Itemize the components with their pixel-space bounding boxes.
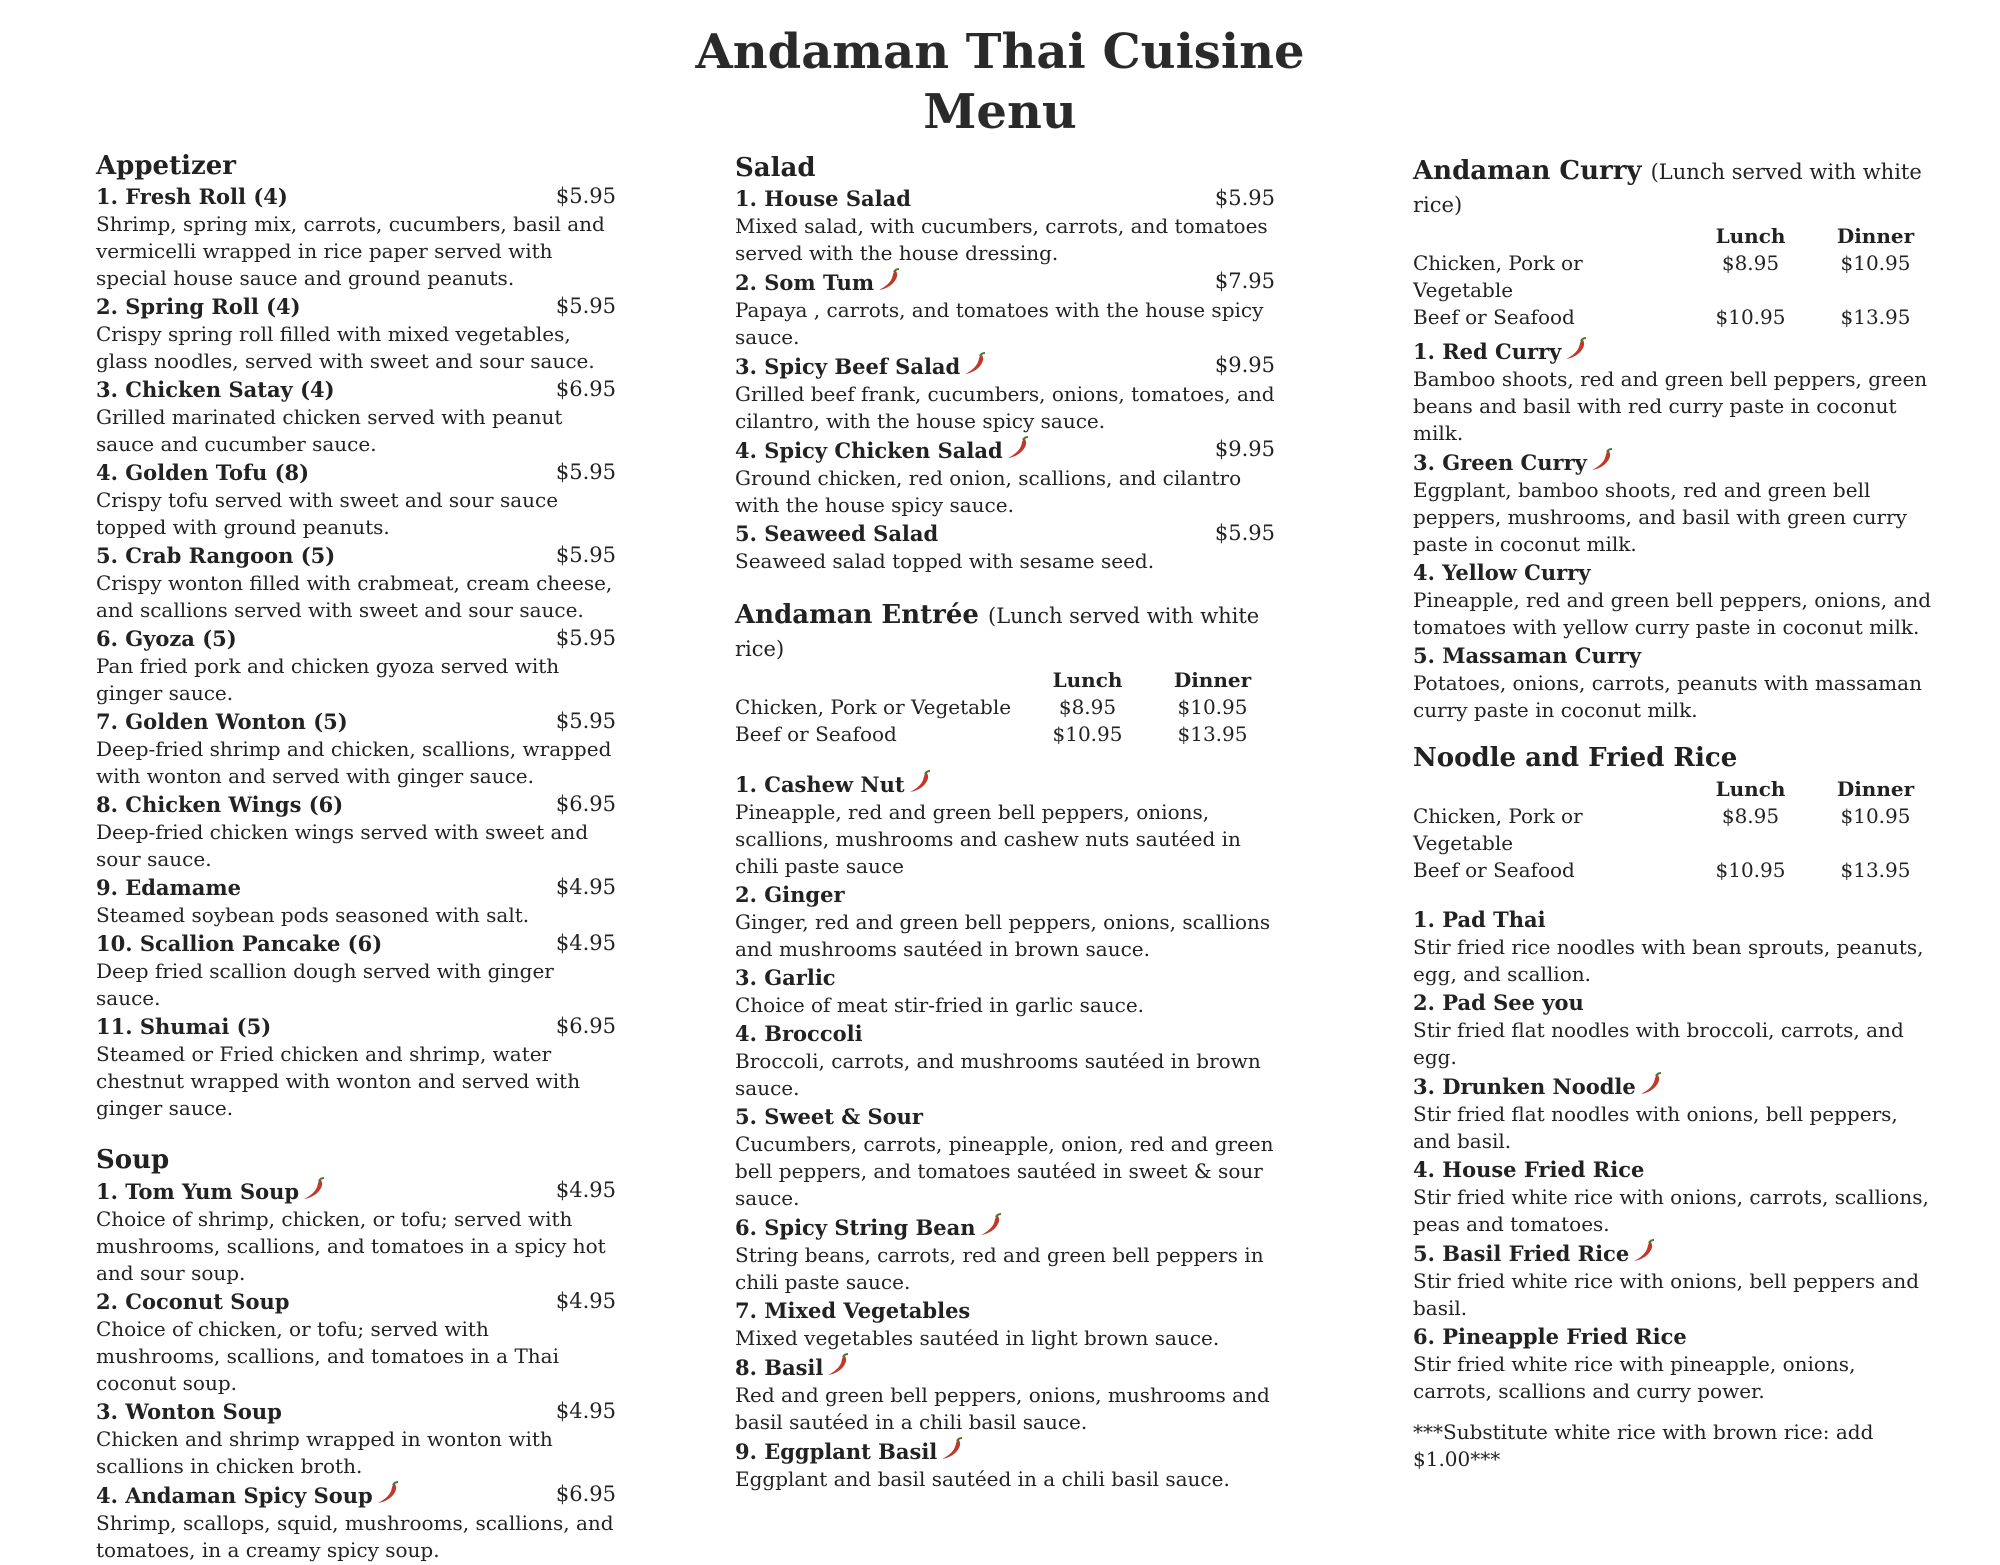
menu-item-description: Potatoes, onions, carrots, peanuts with massaman curry paste in coconut milk. [1413,671,1922,722]
lunch-price: $8.95 [1721,804,1780,828]
menu-item-name: 3. Green Curry [1413,450,1587,475]
lunch-column-header: Lunch [1715,777,1786,801]
lunch-price: $8.95 [1058,695,1117,719]
lunch-price: $10.95 [1052,722,1123,746]
menu-item-name: 3. Wonton Soup [96,1399,282,1424]
lunch-column-header: Lunch [1052,668,1123,692]
price-table-row [1413,857,1938,884]
menu-item [96,1013,616,1122]
menu-item-description: Stir fried flat noodles with onions, bell peppers, and basil. [1413,1102,1898,1153]
price-table [735,667,1275,748]
restaurant-name: Andaman Thai Cuisine [695,24,1305,80]
salad-section [735,152,1275,575]
dinner-column-header: Dinner [1173,668,1252,692]
section-title [735,599,1275,665]
menu-item-name: 2. Coconut Soup [96,1289,290,1314]
menu-item-name: 8. Chicken Wings (6) [96,792,344,817]
menu-item-name: 4. Spicy Chicken Salad [735,438,1003,463]
menu-item-name: 1. Fresh Roll (4) [96,184,288,209]
menu-title [0,22,2000,142]
menu-item-name: 9. Eggplant Basil [735,1439,938,1464]
entree-list [735,770,1275,1493]
menu-item-description: Deep-fried chicken wings served with sweet and sour sauce. [96,820,589,871]
menu-item-name: 5. Crab Rangoon (5) [96,543,336,568]
menu-item-description: Steamed or Fried chicken and shrimp, water chestnut wrapped with wonton and served with ginger sauce. [96,1042,581,1120]
menu-item-description: Stir fried white rice with pineapple, onions, carrots, scallions and curry power. [1413,1352,1856,1403]
menu-item-header [1413,337,1938,366]
menu-item-description: Bamboo shoots, red and green bell peppers, green beans and basil with red curry paste in coconut milk. [1413,367,1928,445]
menu-item [96,708,616,790]
menu-item-price: $4.95 [555,1178,616,1202]
menu-item-price: $4.95 [555,875,616,899]
menu-item-header [96,1481,616,1510]
menu-item-header [96,625,616,653]
menu-item-name: 1. Red Curry [1413,339,1562,364]
menu-item-name: 4. Broccoli [735,1021,863,1046]
menu-item-name: 4. House Fried Rice [1413,1157,1645,1182]
chili-pepper-icon [1589,448,1615,472]
menu-item-description: Shrimp, spring mix, carrots, cucumbers, basil and vermicelli wrapped in rice paper served with special house sauce and ground peanuts. [96,212,605,290]
price-table-corner [735,667,1025,694]
menu-item-price: $5.95 [555,626,616,650]
menu-item-header [735,1103,1275,1131]
salad-list [735,185,1275,575]
menu-item-header [735,1297,1275,1325]
menu-item-header [1413,1323,1938,1351]
menu-item-header [735,352,1275,381]
menu-item-description: Deep-fried shrimp and chicken, scallions, wrapped with wonton and served with ginger sauce. [96,737,612,788]
menu-item [96,1177,616,1287]
menu-item [735,352,1275,435]
menu-item-description: Grilled beef frank, cucumbers, onions, tomatoes, and cilantro, with the house spicy sauce. [735,382,1275,433]
chili-pepper-icon [978,1213,1004,1237]
menu-item [1413,1239,1938,1322]
menu-item [96,791,616,873]
menu-item-description: Papaya , carrots, and tomatoes with the house spicy sauce. [735,298,1264,349]
menu-item-header [735,881,1275,909]
menu-item-description: Broccoli, carrots, and mushrooms sautéed in brown sauce. [735,1049,1261,1100]
price-row-label: Chicken, Pork or Vegetable [735,695,1012,719]
menu-item-header [96,874,616,902]
chili-pepper-icon [962,352,988,376]
section-title-text: Andaman Curry [1413,156,1642,186]
menu-item-description: Chicken and shrimp wrapped in wonton with scallions in chicken broth. [96,1427,553,1478]
menu-item-description: Deep fried scallion dough served with ginger sauce. [96,959,554,1010]
menu-item-description: Stir fried rice noodles with bean sprouts, peanuts, egg, and scallion. [1413,935,1924,986]
dinner-price: $10.95 [1840,804,1911,828]
noodle-list [1413,906,1938,1405]
menu-item-name: 7. Mixed Vegetables [735,1298,971,1323]
menu-item [96,1288,616,1397]
menu-item-name: 3. Garlic [735,965,836,990]
menu-item [96,183,616,292]
section-note: (Lunch served with white rice) [1413,160,1922,217]
menu-item [96,542,616,624]
menu-item-price: $4.95 [555,1399,616,1423]
lunch-price: $8.95 [1721,251,1780,275]
menu-item-header [96,376,616,404]
price-table-header [1413,776,1938,803]
menu-item-name: 2. Pad See you [1413,990,1584,1015]
menu-item-name: 5. Massaman Curry [1413,643,1642,668]
menu-item-header [735,268,1275,297]
menu-item-name: 1. Tom Yum Soup [96,1179,300,1204]
price-table-corner [1413,223,1688,250]
curry-list [1413,337,1938,724]
price-table [1413,223,1938,331]
menu-column-middle [735,152,1275,1494]
section-title-text: Andaman Entrée [735,600,979,630]
menu-item-description: Ginger, red and green bell peppers, onions, scallions and mushrooms sautéed in brown sauce. [735,910,1271,961]
section-title: Appetizer [96,151,236,181]
section-title: Salad [735,153,816,183]
menu-item-description: Eggplant and basil sautéed in a chili basil sauce. [735,1467,1230,1491]
price-table-header [735,667,1275,694]
menu-item-description: Choice of shrimp, chicken, or tofu; served with mushrooms, scallions, and tomatoes in a spicy hot and sour soup. [96,1207,606,1285]
menu-item-description: Cucumbers, carrots, pineapple, onion, red and green bell peppers, and tomatoes sautéed in sweet & sour sauce. [735,1132,1274,1210]
menu-item-price: $4.95 [555,1289,616,1313]
menu-item-header [735,964,1275,992]
price-row-label: Beef or Seafood [1413,858,1575,882]
menu-item-description: Pan fried pork and chicken gyoza served with ginger sauce. [96,654,560,705]
menu-item-price: $9.95 [1214,353,1275,377]
menu-item-name: 1. Pad Thai [1413,907,1546,932]
menu-item [96,293,616,375]
chili-pepper-icon [939,1437,965,1461]
menu-item-name: 8. Basil [735,1355,824,1380]
price-table [1413,776,1938,884]
menu-item-name: 3. Chicken Satay (4) [96,377,335,402]
menu-item-name: 4. Golden Tofu (8) [96,460,310,485]
menu-item [735,185,1275,267]
menu-item [96,930,616,1012]
menu-item-description: Grilled marinated chicken served with peanut sauce and cucumber sauce. [96,405,563,456]
menu-item [1413,989,1938,1071]
menu-item [1413,559,1938,641]
price-row-label: Beef or Seafood [735,722,897,746]
section-note: (Lunch served with white rice) [735,604,1260,661]
menu-item [735,964,1275,1019]
chili-pepper-icon [1563,337,1589,361]
menu-item [735,520,1275,575]
menu-item-header [96,930,616,958]
price-row-label: Beef or Seafood [1413,305,1575,329]
menu-item-price: $5.95 [1214,186,1275,210]
appetizer-list [96,183,616,1122]
menu-item-name: 2. Spring Roll (4) [96,294,301,319]
dinner-column-header: Dinner [1836,777,1915,801]
menu-item-name: 7. Golden Wonton (5) [96,709,348,734]
menu-item-header [735,770,1275,799]
entree-section [735,599,1275,1493]
noodle-section [1413,742,1938,1473]
menu-item-description: Choice of chicken, or tofu; served with mushrooms, scallions, and tomatoes in a Thai coconut soup. [96,1317,559,1395]
menu-item-price: $5.95 [555,543,616,567]
menu-item-description: Eggplant, bamboo shoots, red and green bell peppers, mushrooms, and basil with green curry paste in coconut milk. [1413,478,1907,556]
section-title: Soup [96,1145,170,1175]
menu-item [735,268,1275,351]
dinner-price: $13.95 [1177,722,1248,746]
menu-item-header [1413,642,1938,670]
price-row-label: Chicken, Pork or Vegetable [1413,804,1583,855]
lunch-price: $10.95 [1715,305,1786,329]
menu-item-description: Pineapple, red and green bell peppers, onions, scallions, mushrooms and cashew nuts sautéed in chili paste sauce [735,800,1241,878]
menu-item-header [1413,559,1938,587]
menu-item-header [96,791,616,819]
menu-item-price: $6.95 [555,1482,616,1506]
price-row-label: Chicken, Pork or Vegetable [1413,251,1583,302]
menu-column-left [96,150,616,1565]
menu-item-description: Crispy tofu served with sweet and sour sauce topped with ground peanuts. [96,488,559,539]
menu-item-name: 1. House Salad [735,186,911,211]
menu-item-header [1413,1072,1938,1101]
chili-pepper-icon [907,770,933,794]
menu-item [96,459,616,541]
menu-item-name: 3. Drunken Noodle [1413,1074,1636,1099]
menu-item-description: Stir fried flat noodles with broccoli, carrots, and egg. [1413,1018,1904,1069]
chili-pepper-icon [1631,1239,1657,1263]
menu-item [1413,337,1938,447]
price-table-header [1413,223,1938,250]
menu-item [735,1353,1275,1436]
menu-item-header [96,293,616,321]
menu-item-header [1413,448,1938,477]
menu-item-price: $6.95 [555,377,616,401]
curry-section [1413,155,1938,724]
menu-item-name: 2. Ginger [735,882,845,907]
menu-item-header [96,542,616,570]
menu-item [735,436,1275,519]
menu-item [1413,642,1938,724]
chili-pepper-icon [375,1481,401,1505]
menu-item-name: 11. Shumai (5) [96,1014,272,1039]
price-table-corner [1413,776,1688,803]
menu-item-price: $5.95 [555,294,616,318]
menu-item-price: $4.95 [555,931,616,955]
menu-item-description: Mixed salad, with cucumbers, carrots, and tomatoes served with the house dressing. [735,214,1268,265]
menu-item [735,1297,1275,1352]
dinner-price: $13.95 [1840,305,1911,329]
menu-item-price: $5.95 [555,184,616,208]
menu-item-description: String beans, carrots, red and green bell peppers in chili paste sauce. [735,1243,1264,1294]
menu-item-header [735,520,1275,548]
menu-item [1413,1323,1938,1405]
menu-item-header [1413,906,1938,934]
chili-pepper-icon [1005,436,1031,460]
menu-item-header [96,1288,616,1316]
appetizer-section [96,150,616,1122]
menu-item-name: 6. Gyoza (5) [96,626,237,651]
menu-item [735,1437,1275,1493]
menu-column-right [1413,155,1938,1473]
menu-item-price: $9.95 [1214,437,1275,461]
menu-item-name: 3. Spicy Beef Salad [735,354,961,379]
menu-item-price: $6.95 [555,792,616,816]
menu-item-header [96,459,616,487]
menu-item-description: Ground chicken, red onion, scallions, and cilantro with the house spicy sauce. [735,466,1242,517]
menu-item-header [735,1213,1275,1242]
menu-item-header [735,1353,1275,1382]
menu-item-description: Crispy spring roll filled with mixed vegetables, glass noodles, served with sweet and sour sauce. [96,322,595,373]
chili-pepper-icon [876,268,902,292]
menu-item [735,1020,1275,1102]
menu-item-description: Choice of meat stir-fried in garlic sauce. [735,993,1145,1017]
menu-item-header [1413,1239,1938,1268]
menu-item-header [1413,989,1938,1017]
menu-item-name: 6. Pineapple Fried Rice [1413,1324,1687,1349]
section-title: Noodle and Fried Rice [1413,743,1738,773]
menu-item-name: 1. Cashew Nut [735,772,905,797]
menu-item-name: 5. Seaweed Salad [735,521,939,546]
menu-item-description: Steamed soybean pods seasoned with salt. [96,903,530,927]
dinner-price: $10.95 [1177,695,1248,719]
menu-item-header [1413,1156,1938,1184]
price-table-row [735,721,1275,748]
menu-item [1413,1156,1938,1238]
menu-item-price: $5.95 [1214,521,1275,545]
menu-item-header [735,185,1275,213]
menu-item-header [96,183,616,211]
menu-item [96,625,616,707]
price-table-row [735,694,1275,721]
menu-item [1413,906,1938,988]
menu-item-name: 2. Som Tum [735,270,875,295]
menu-item-header [96,1398,616,1426]
menu-item [735,1103,1275,1212]
menu-item [735,1213,1275,1296]
dinner-price: $13.95 [1840,858,1911,882]
menu-item [1413,1072,1938,1155]
chili-pepper-icon [825,1353,851,1377]
price-table-row [1413,250,1938,304]
lunch-price: $10.95 [1715,858,1786,882]
menu-item-description: Stir fried white rice with onions, bell peppers and basil. [1413,1269,1920,1320]
menu-item-description: Mixed vegetables sautéed in light brown sauce. [735,1326,1220,1350]
menu-item-description: Crispy wonton filled with crabmeat, cream cheese, and scallions served with sweet and sour sauce. [96,571,613,622]
menu-item [96,1481,616,1564]
menu-item-name: 5. Sweet & Sour [735,1104,923,1129]
menu-item-name: 4. Andaman Spicy Soup [96,1483,373,1508]
menu-item-description: Seaweed salad topped with sesame seed. [735,549,1155,573]
menu-item [735,770,1275,880]
dinner-price: $10.95 [1840,251,1911,275]
menu-item-header [735,1437,1275,1466]
menu-item-header [735,436,1275,465]
section-title [1413,155,1938,221]
soup-list [96,1177,616,1564]
menu-item-name: 10. Scallion Pancake (6) [96,931,383,956]
lunch-column-header: Lunch [1715,224,1786,248]
menu-item-name: 6. Spicy String Bean [735,1215,976,1240]
menu-item-description: Red and green bell peppers, onions, mushrooms and basil sautéed in a chili basil sauce. [735,1383,1270,1434]
chili-pepper-icon [301,1177,327,1201]
menu-item [96,1398,616,1480]
menu-item-name: 9. Edamame [96,875,241,900]
menu-item [96,874,616,929]
menu-item-header [96,1013,616,1041]
brown-rice-note: ***Substitute white rice with brown rice: add $1.00*** [1413,1420,1874,1471]
menu-item-price: $5.95 [555,460,616,484]
price-table-row [1413,304,1938,331]
menu-item-header [735,1020,1275,1048]
menu-item [96,376,616,458]
chili-pepper-icon [1638,1072,1664,1096]
menu-item [1413,448,1938,558]
menu-item-price: $6.95 [555,1014,616,1038]
menu-item-name: 5. Basil Fried Rice [1413,1241,1630,1266]
menu-item-header [96,708,616,736]
soup-section [96,1144,616,1564]
price-table-row [1413,803,1938,857]
dinner-column-header: Dinner [1836,224,1915,248]
menu-item [735,881,1275,963]
menu-item-description: Stir fried white rice with onions, carrots, scallions, peas and tomatoes. [1413,1185,1929,1236]
menu-item-name: 4. Yellow Curry [1413,560,1591,585]
menu-item-price: $7.95 [1214,269,1275,293]
menu-heading: Menu [923,84,1077,140]
menu-item-price: $5.95 [555,709,616,733]
menu-item-header [96,1177,616,1206]
menu-item-description: Pineapple, red and green bell peppers, onions, and tomatoes with yellow curry paste in coconut milk. [1413,588,1932,639]
menu-item-description: Shrimp, scallops, squid, mushrooms, scallions, and tomatoes, in a creamy spicy soup. [96,1511,614,1562]
